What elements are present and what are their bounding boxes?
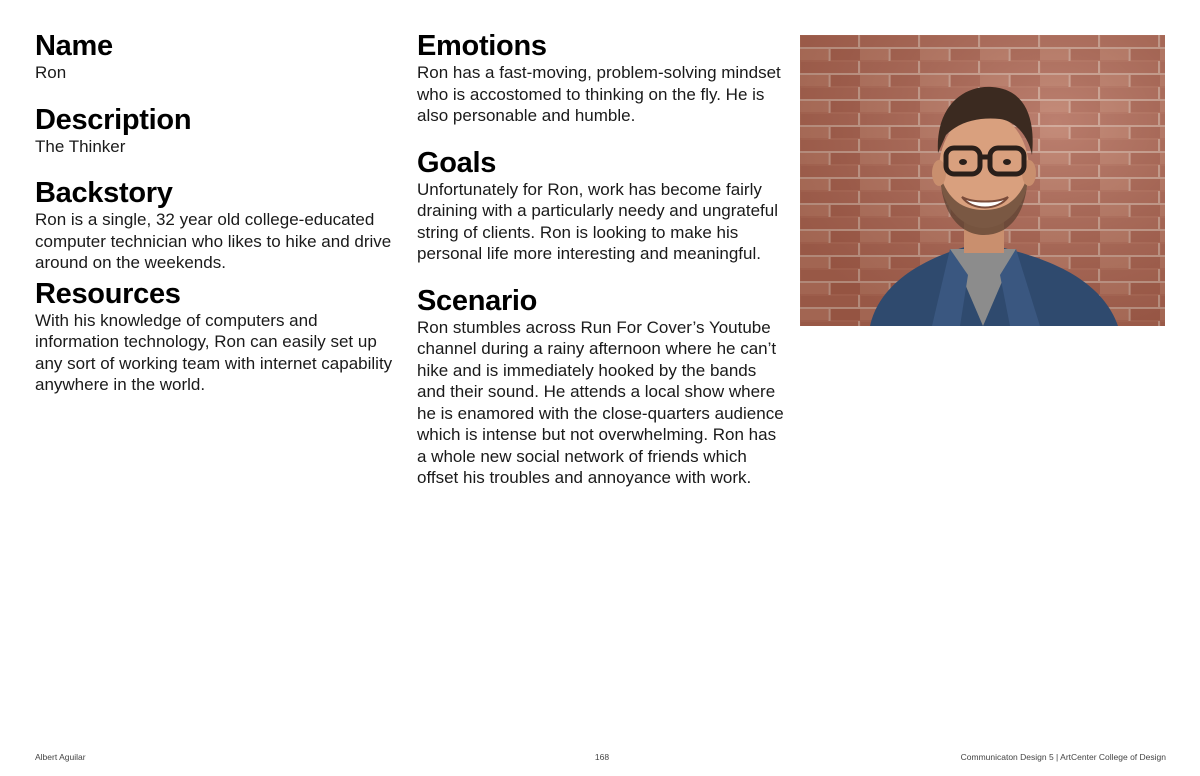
resources-text: With his knowledge of computers and information technology, Ron can easily set up any sort of working team with internet capability anywhere in the world. [35,310,393,394]
emotions-heading: Emotions [417,30,547,62]
description-section [35,104,397,158]
description-value: The Thinker [35,136,126,156]
description-heading: Description [35,103,192,136]
emotions-section [417,30,787,127]
goals-text: Unfortunately for Ron, work has become fairly draining with a particularly needy and ungrateful string of clients. Ron is looking to make his personal life more interesting and meaningful. [417,179,779,263]
footer-page-number: 168 [594,752,610,762]
scenario-section [417,285,787,489]
footer-author: Albert Aguilar [35,752,86,762]
footer-course: Communicaton Design 5 | ArtCenter College of Design [960,752,1166,762]
resources-section [35,278,397,396]
backstory-text: Ron is a single, 32 year old college-educated computer technician who likes to hike and drive around on the weekends. [35,210,392,272]
scenario-heading: Scenario [417,284,538,317]
backstory-section [35,177,397,274]
resources-heading: Resources [35,277,181,310]
persona-photo [800,35,1165,326]
scenario-text: Ron stumbles across Run For Cover’s Youtube channel during a rainy afternoon where he can’t hike and is immediately hooked by the bands and their sound. He attends a local show where he is enamored with the close-quarters audience which is intense but not overwhelming. Ron has a whole new social network of friends which offset his troubles and annoyance with work. [417,317,784,487]
backstory-heading: Backstory [35,177,173,209]
middle-column [417,30,787,489]
goals-section [417,147,787,265]
emotions-text: Ron has a fast-moving, problem-solving mindset who is accostomed to thinking on the fly. He is also personable and humble. [417,63,781,125]
goals-heading: Goals [417,146,497,179]
name-heading: Name [35,30,113,62]
name-section [35,30,397,84]
left-column [35,30,397,396]
name-value: Ron [35,63,67,82]
persona-portrait-illustration [800,35,1165,326]
